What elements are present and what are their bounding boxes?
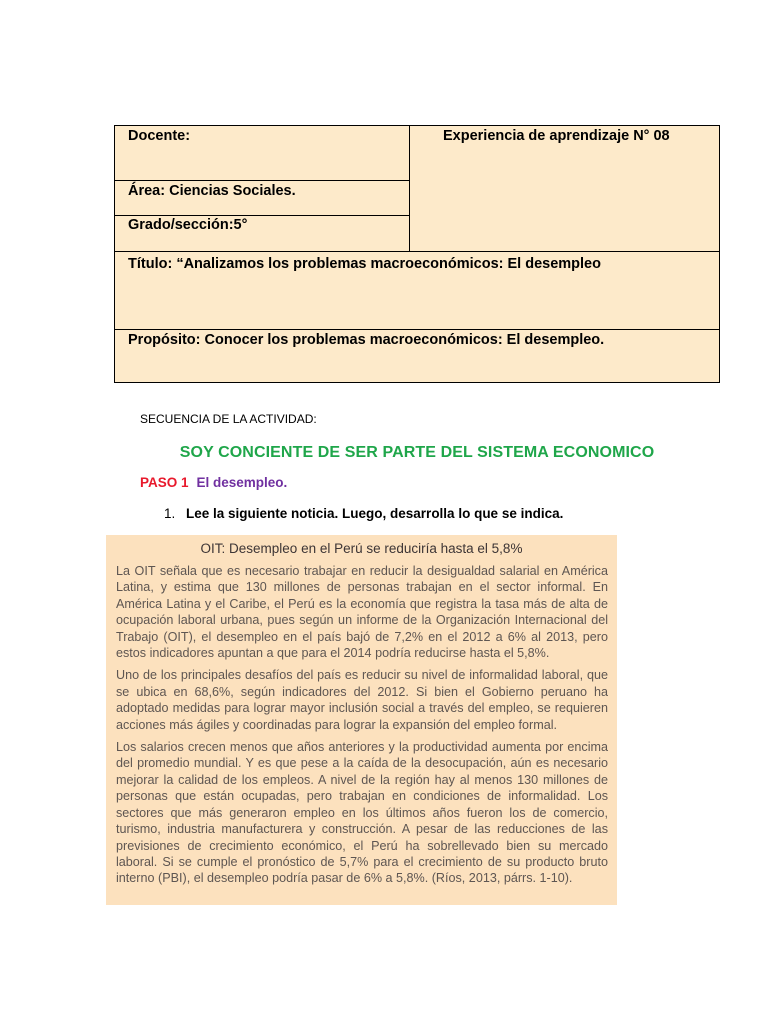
news-paragraph: Los salarios crecen menos que años anteriores y la productividad aumenta por encima del promedio mundial. Y es que pese a la caída de la desocupación, aún es necesario mejorar la calidad de los empleos. A nivel de la región hay al menos 130 millones de personas que están ocupadas, pero trabajan en condiciones de informalidad. Los sectores que más generaron empleo en los últimos años fueron los de comercio, turismo, industria manufacturera y construcción. A pesar de las reducciones de las previsiones de crecimiento económico, el Perú ha sobrellevado bien su mercado laboral. Si se cumple el pronóstico de 5,7% para el crecimiento de su producto bruto interno (PBI), el desempleo podría pasar de 6% a 5,8%. (Ríos, 2013, párrs. 1-10). <box>116 740 608 886</box>
area-label: Área: Ciencias Sociales. <box>128 183 296 199</box>
paso-heading <box>140 475 287 490</box>
docente-label: Docente: <box>128 128 191 144</box>
main-title: SOY CONCIENTE DE SER PARTE DEL SISTEMA ECONOMICO <box>179 444 655 461</box>
proposito-label: Propósito: Conocer los problemas macroeconómicos: El desempleo. <box>128 332 605 348</box>
header-table <box>114 125 720 383</box>
paso-name: El desempleo. <box>196 475 288 490</box>
instruction <box>164 506 563 521</box>
secuencia-heading: SECUENCIA DE LA ACTIVIDAD: <box>140 412 317 426</box>
news-box <box>106 535 617 905</box>
instruction-text: Lee la siguiente noticia. Luego, desarrolla lo que se indica. <box>186 506 564 521</box>
instruction-number: 1. <box>164 506 176 521</box>
paso-number: PASO 1 <box>140 475 189 490</box>
titulo-label: Título: “Analizamos los problemas macroeconómicos: El desempleo <box>128 256 601 272</box>
grado-label: Grado/sección:5° <box>128 217 248 233</box>
news-title: OIT: Desempleo en el Perú se reduciría hasta el 5,8% <box>200 541 523 556</box>
news-paragraph: La OIT señala que es necesario trabajar en reducir la desigualdad salarial en América Latina, y estima que 130 millones de personas trabajan en el sector informal. En América Latina y el Caribe, el Perú es la economía que registra la tasa más de alta de ocupación laboral urbana, pues según un informe de la Organización Internacional del Trabajo (OIT), el desempleo en el país bajó de 7,2% en el 2012 a 6% al 2013, pero estos indicadores apuntan a que para el 2014 podría reducirse hasta el 5,8%. <box>116 564 608 661</box>
news-body <box>116 563 608 893</box>
experiencia-label: Experiencia de aprendizaje N° 08 <box>443 128 670 144</box>
news-paragraph: Uno de los principales desafíos del país es reducir su nivel de informalidad laboral, que se ubica en 68,6%, según indicadores del 2012. Si bien el Gobierno peruano ha adoptado medidas para lograr mayor inclusión social a través del empleo, se requieren acciones más ágiles y coordinadas para lograr la expansión del empleo formal. <box>116 668 608 732</box>
